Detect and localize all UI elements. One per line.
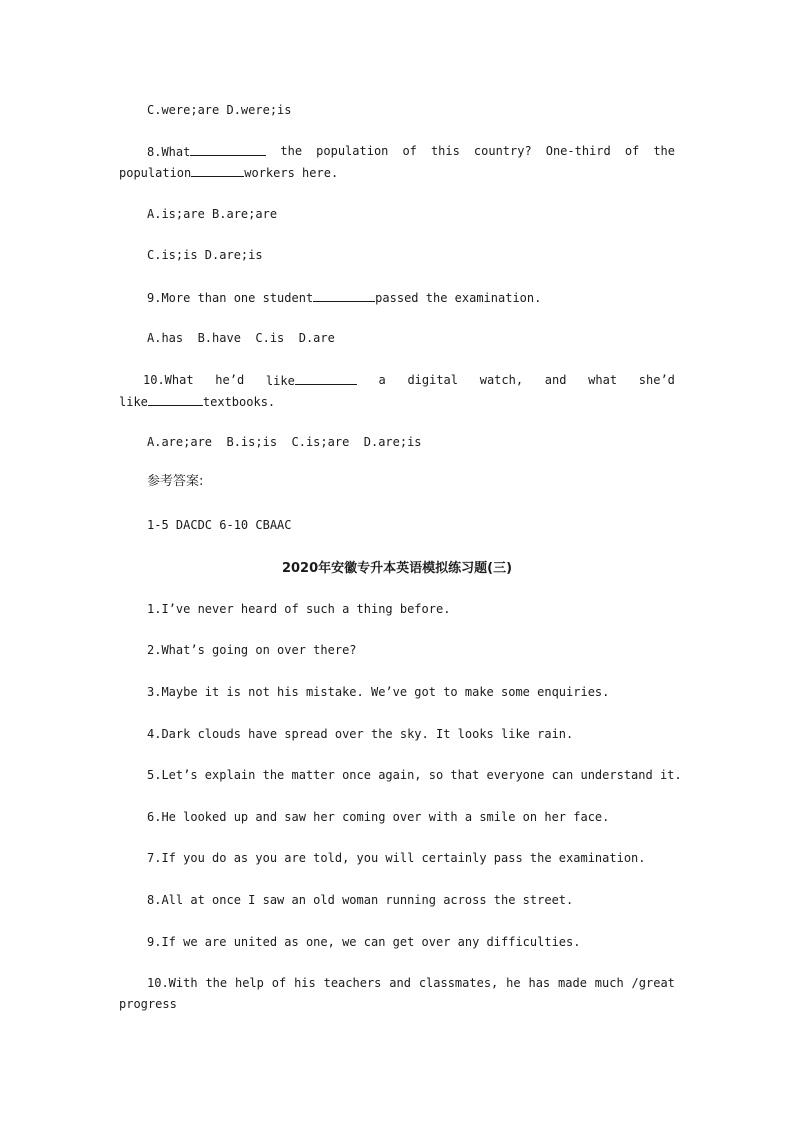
sentence-6: 6.He looked up and saw her coming over with a smile on her face.	[147, 810, 610, 824]
sentence-7: 7.If you do as you are told, you will certainly pass the examination.	[147, 851, 646, 865]
q8-word: this	[430, 144, 460, 158]
q10-word: digital	[407, 373, 459, 387]
q10-word: 10.What	[143, 373, 194, 387]
answer-blank	[190, 144, 266, 156]
q10-word: he’d	[215, 373, 245, 387]
s10-word: the	[205, 976, 228, 990]
q8-word: of	[624, 144, 640, 158]
q8-line1	[147, 144, 675, 159]
q10-word: she’d	[638, 373, 675, 387]
q9-line	[147, 290, 541, 305]
s10-word: his	[294, 976, 316, 990]
q10-line2	[119, 394, 275, 409]
sentence-2: 2.What’s going on over there?	[147, 643, 357, 657]
q8-word: population	[316, 144, 389, 158]
q10-word: a	[378, 373, 386, 387]
q8-word: country?	[473, 144, 532, 158]
s10-word: classmates,	[418, 976, 499, 990]
q8-word: the	[653, 144, 675, 158]
q10-text: textbooks.	[202, 395, 276, 409]
q10-line1	[143, 373, 675, 388]
sentence-9: 9.If we are united as one, we can get over any difficulties.	[147, 935, 581, 949]
q10-word: like	[266, 373, 357, 388]
q7-options-cd: C.were;are D.were;is	[147, 103, 292, 117]
s10-word: help	[234, 976, 264, 990]
section-title: 2020年安徽专升本英语模拟练习题(三)	[281, 561, 513, 576]
q9-options: A.has B.have C.is D.are	[147, 331, 335, 345]
s10-word: and	[389, 976, 411, 990]
sentence-1: 1.I’ve never heard of such a thing before.	[147, 602, 451, 616]
s10-word: of	[271, 976, 287, 990]
answers-label: 参考答案:	[147, 474, 204, 489]
sentence-10-line2: progress	[119, 997, 177, 1011]
q9-text: 9.More than one student	[147, 291, 314, 305]
s10-word: much	[594, 976, 624, 990]
q8-word: 8.What	[147, 144, 266, 159]
s10-word: has	[528, 976, 551, 990]
q10-word: watch,	[479, 373, 524, 387]
answer-key: 1-5 DACDC 6-10 CBAAC	[147, 518, 292, 532]
q8-line2	[119, 165, 338, 180]
s10-word: 10.With	[147, 976, 198, 990]
q8-text: workers here.	[244, 166, 339, 180]
q8-text: population	[119, 166, 192, 180]
sentence-8: 8.All at once I saw an old woman running across the street.	[147, 893, 574, 907]
answer-blank	[313, 290, 375, 302]
q8-word: One-third	[545, 144, 611, 158]
q10-text: like	[119, 395, 148, 409]
q10-word: what	[588, 373, 618, 387]
q8-word: of	[402, 144, 417, 158]
q8-options-cd: C.is;is D.are;is	[147, 248, 263, 262]
answer-blank	[148, 394, 203, 406]
answer-blank	[295, 373, 357, 385]
q8-word: the	[280, 144, 303, 158]
sentence-10-line1	[147, 976, 675, 990]
q8-options-ab: A.is;are B.are;are	[147, 207, 278, 221]
s10-word: teachers	[323, 976, 382, 990]
q10-options: A.are;are B.is;is C.is;are D.are;is	[147, 435, 422, 449]
s10-word: made	[558, 976, 587, 990]
q9-text: passed the examination.	[375, 291, 542, 305]
sentence-4: 4.Dark clouds have spread over the sky. It looks like rain.	[147, 727, 574, 741]
q10-word: and	[544, 373, 567, 387]
sentence-3: 3.Maybe it is not his mistake. We’ve got to make some enquiries.	[147, 685, 610, 699]
sentence-5: 5.Let’s explain the matter once again, so that everyone can understand it.	[147, 768, 682, 782]
answer-blank	[191, 165, 244, 177]
s10-word: /great	[631, 976, 675, 990]
s10-word: he	[506, 976, 521, 990]
